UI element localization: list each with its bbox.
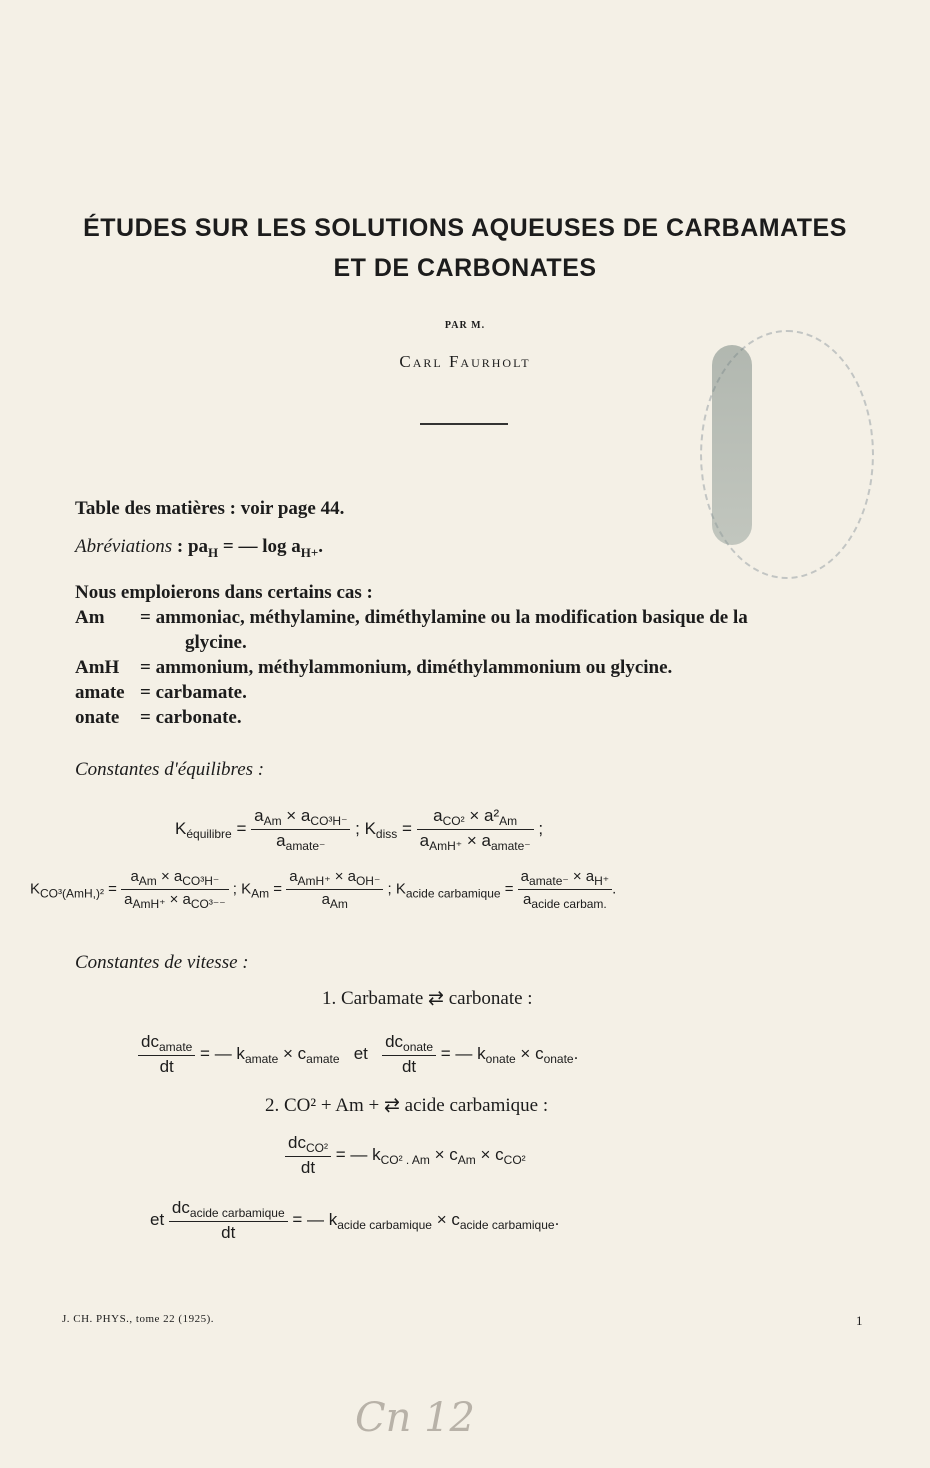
footer-citation: J. CH. PHYS., tome 22 (1925). [62, 1313, 215, 1325]
abbrev-sub: H [208, 544, 219, 560]
equation-k-co3: $K_{CO^3(AmH,)^2}$ = $\frac{a_{Am} \times a_{CO^3H^-}}{a_{AmH^+} \times a_{CO^{3--}}}$ ; $K_{Am}$ = $\frac{a_{AmH^+} \times a_{OH^-}}{a_{Am}}$ ; $K_{acide carbamique}$ = $\frac{a_{amate^-} \times a_{H^+}}{a_{acide carbam.}}$ . [30, 868, 617, 911]
def-onate: = carbonate. [140, 707, 242, 728]
def-amh: = ammonium, méthylammonium, diméthylammonium ou glycine. [140, 657, 673, 678]
def-am-cont: glycine. [185, 632, 247, 653]
equation-k-equilibre: $K_{équilibre}$ = $\frac{a_{Am} \times a_{CO^3H^-}}{a_{amate^-}}$ ; $K_{diss}$ = $\frac{a_{CO^2} \times a^2_{Am}}{a_{AmH^+} \times a_{amate^-}}$ ; [175, 806, 544, 853]
abbrev-sub2: H+ [300, 544, 319, 560]
def-term-amate: amate [75, 682, 125, 703]
page-title: ÉTUDES SUR LES SOLUTIONS AQUEUSES DE CARBAMATES [83, 214, 847, 242]
rate1-heading: 1. Carbamate ⇄ carbonate : [322, 988, 533, 1009]
intro-line: Nous emploierons dans certains cas : [75, 582, 373, 603]
rate2-heading: 2. CO² + Am + ⇄ acide carbamique : [265, 1095, 549, 1116]
rate2-equation-acide: et $\frac{dc_{acide carbamique}}{dt}$ = — $k_{acide carbamique} \times c_{acide carbamique}$. [150, 1198, 560, 1242]
section-equilibrium: Constantes d'équilibres : [75, 759, 265, 780]
def-term-onate: onate [75, 707, 120, 728]
author: Carl Faurholt [399, 352, 531, 371]
rate2-et: et [150, 1209, 165, 1229]
def-term-amh: AmH [75, 657, 120, 678]
library-stamp-mark [712, 345, 752, 545]
handwritten-note: Cn 12 [355, 1395, 475, 1441]
rate1-equation: $\frac{dc_{amate}}{dt}$ = — $k_{amate} \times c_{amate}$ et $\frac{dc_{onate}}{dt}$ = — $k_{onate} \times c_{onate}$. [138, 1032, 578, 1077]
def-amate: = carbamate. [140, 682, 247, 703]
abbreviations-line [75, 536, 323, 561]
title-rule [420, 423, 508, 425]
abbrev-sep: : [172, 536, 188, 557]
page-title-line2: ET DE CARBONATES [333, 254, 597, 282]
abbrev-pa: pa [187, 536, 209, 557]
def-term-am: Am [75, 607, 105, 628]
abbrev-end: . [318, 536, 324, 557]
rate1-et: et [353, 1043, 368, 1063]
abbreviations-label: Abréviations [75, 536, 173, 557]
def-am: = ammoniac, méthylamine, diméthylamine ou la modification basique de la [140, 607, 748, 628]
page-number: 1 [856, 1313, 863, 1328]
rate2-equation-co2: $\frac{dc_{CO^2}}{dt}$ = — $k_{CO^2 . Am} \times c_{Am} \times c_{CO^2}$ [285, 1133, 526, 1178]
abbrev-mid: = — log a [218, 536, 301, 557]
byline: PAR M. [444, 320, 486, 331]
toc-note: Table des matières : voir page 44. [75, 498, 345, 519]
section-rate: Constantes de vitesse : [75, 952, 249, 973]
